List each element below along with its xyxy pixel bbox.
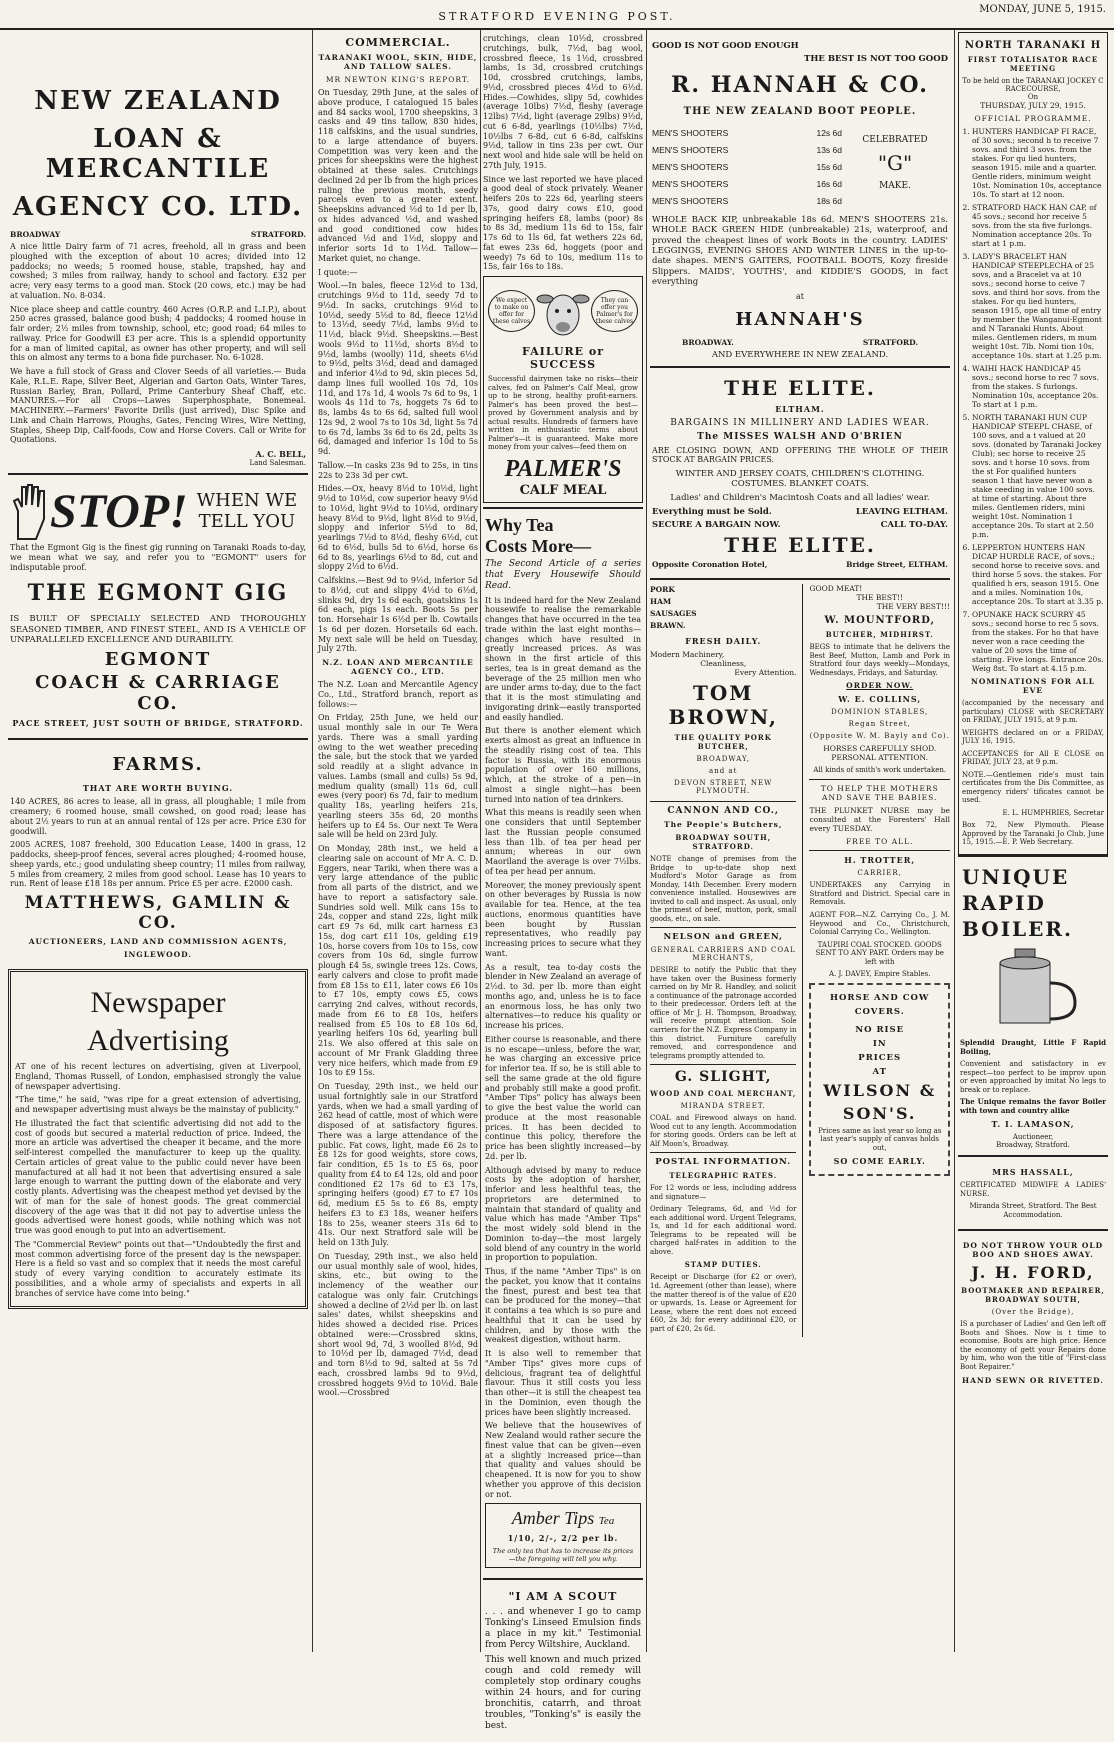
must-be-sold: Everything must be Sold. bbox=[652, 507, 772, 518]
held-on: To be held on the TARANAKI JOCKEY C RACECOURSE, bbox=[962, 77, 1104, 93]
nominations: NOMINATIONS FOR ALL EVE bbox=[970, 677, 1096, 695]
scout-ad bbox=[483, 1578, 643, 1742]
stamp-paragraph: Receipt or Discharge (for £2 or over), 1d. Agreement (other than lease), where the matter thereof is of the value of £20 or upwards, 1s. Lease or Agreement for Lease, where the rent does not exceed £60, 2s 3d; for every additional £20, or part of £20, 2s 6d. bbox=[650, 1273, 797, 1333]
lower-left bbox=[650, 584, 796, 1337]
box-address: Box 72, New Plymouth. Please Approved by the Taranaki Jo Club, June 15, 1915.—E. P. Web Secretary. bbox=[962, 821, 1104, 847]
nz-paragraph: Nice place sheep and cattle country. 460 Acres (O.R.P. and L.I.P.), about 250 acres grassed, balance good bush; 4 paddocks; 4 roomed house in fair order; 2½ miles from township, school, etc; good road; 64 miles to railway. Price for Goodwill £3 per acre. This is a splendid opportunity for a man of limited capital, as owner has other property, and will sell this on almost any terms to a bona fide purchaser. No. 6-1028. bbox=[10, 304, 306, 363]
broadway: BROADWAY. bbox=[682, 337, 734, 347]
trotter-title: H. TROTTER, bbox=[844, 855, 916, 866]
shoe-price: 12s 6d bbox=[816, 128, 842, 138]
elite-title: THE ELITE. bbox=[724, 375, 876, 400]
commercial-paragraph: Since we last reported we have placed a good deal of stock privately. Weaner heifers 20s to 22s 6d, yearling steers 37s, good dairy cows £10, good springing heifers £8, lambs (poor) 8s to 8s 3d, medium 11s 6d to 15s, fair 17s 6d to 1ls 6d, fat wethers 22s 6d, fat ewes 23s 6d, hoggets (poor and weedy) 7s 6d to 10s, medium 11s to 15s, fair 16s to 18s. bbox=[483, 174, 643, 272]
no-rise: NO RISE bbox=[855, 1024, 905, 1035]
nz-signature-title: Land Salesman. bbox=[249, 459, 306, 467]
at-word-2: AT bbox=[872, 1066, 887, 1077]
macintosh: Ladies' and Children's Macintosh Coats and all ladies' wear. bbox=[670, 493, 930, 504]
carrier: CARRIER, bbox=[857, 869, 902, 878]
list-item bbox=[652, 145, 842, 155]
list-item bbox=[652, 162, 842, 172]
commercial-paragraph: I quote:— bbox=[318, 267, 358, 277]
np-paragraph: "The time," he said, "was ripe for a great extension of advertising, and newspaper advertising must always be the mainstay of publicity." bbox=[15, 1095, 301, 1115]
splendid: Splendid Draught, Little F Rapid Boiling, bbox=[960, 1037, 1106, 1056]
ford-bridge: (Over the Bridge), bbox=[991, 1308, 1075, 1317]
hannah-subtitle: THE NEW ZEALAND BOOT PEOPLE. bbox=[683, 106, 917, 117]
list-item: 5. NORTH TARANAKI HUN CUP HANDICAP STEEPL CHASE, of 100 sovs, and a t valued at 20 sovs. (donated by Taranaki Jockey Club); sec horse to receive 25 sovs. and t horse 10 sovs. from the st For qualified hunters season 1 that have never won a stake ceeding in value 100 sovs. at time of starting. About thre miles. Gentlemen riders, mini weight 10st. Nomination 1 acceptance 20s. To start at 2.50 p.m. bbox=[972, 413, 1104, 539]
ham: HAM bbox=[650, 597, 672, 607]
prices: PRICES bbox=[858, 1052, 902, 1063]
race-date: THURSDAY, JULY 29, 1915. bbox=[980, 101, 1086, 110]
coach-title-1: EGMONT bbox=[104, 649, 212, 671]
acceptances: ACCEPTANCES for All E CLOSE on FRIDAY, JULY 23, at 9 p.m. bbox=[962, 749, 1104, 767]
newspaper-advertising-article bbox=[8, 969, 308, 1309]
nz-paragraph: A nice little Dairy farm of 71 acres, freehold, all in grass and been ploughed with the exception of about 10 acres; divided into 12 paddocks; no weeds; 5 roomed house, stable, trapshed, hay and cowshed; 3 miles from railway, handy to school and factory. £32 per acre; very easy terms to a good man. Stock (20 cows, etc.) may be had at valuation. No. 8-034. bbox=[10, 242, 306, 300]
sons-title: SON'S. bbox=[842, 1103, 917, 1123]
coach-title-2: COACH & CARRIAGE CO. bbox=[35, 672, 281, 715]
column-2 bbox=[318, 32, 478, 1650]
nz-broadway: BROADWAY bbox=[10, 230, 61, 239]
tom-sub: THE QUALITY PORK BUTCHER, bbox=[674, 733, 772, 752]
palmers-ad bbox=[483, 276, 643, 503]
shooters-list bbox=[652, 121, 842, 213]
palmer-badge-right: They can offer you Palmer's for these calves bbox=[591, 290, 638, 332]
nz-paragraph: We have a full stock of Grass and Clover Seeds of all varieties.— Buda Kale, R.L.E. Rape, Silver Beet, Algerian and Garton Oats, Winter Tares, Russian Barley, Bran, Pollard, Prime Canterbury Sheaf Chaff, etc. MANURES.—For all Crops—Lawes Superphosphate, Bonemeal. MACHINERY.—Farmers' Favorite Drills (just arrived), Disc Spike and Link and Chain Harrows, Ploughs, Gates, Fencing Wires, Wire Netting, Staples, Sheep Dip, Calf-foods, Cow and Horse Covers. Call or Write for Quotations. bbox=[10, 367, 306, 445]
hassall: MRS HASSALL, bbox=[992, 1167, 1074, 1178]
order-now: ORDER NOW. bbox=[846, 681, 914, 691]
shoe-name: MEN'S SHOOTERS bbox=[652, 145, 729, 155]
horse-cow: HORSE AND COW bbox=[829, 992, 930, 1003]
g-mark: "G" bbox=[877, 151, 913, 175]
farms-paragraph: 140 ACRES, 86 acres to lease, all in grass, all ploughable; 1 mile from creamery; 6 roomed house, small cowshed, on good road; lease has about 2½ years to run at an annual rental of 12s per acre. Price £30 for goodwill. bbox=[10, 797, 306, 836]
tea-paragraph: As a result, tea to-day costs the blender in New Zealand an average of 2½d. to 3d. per lb. more than eight months ago, and, unless he is to face an enormous loss, he has only two alternatives—to reduce his quality or increase his prices. bbox=[485, 962, 641, 1031]
shoe-price: 15s 6d bbox=[816, 162, 842, 172]
hannah-paragraph: WHOLE BACK KIP, unbreakable 18s 6d. MEN'S SHOOTERS 21s. WHOLE BACK GREEN HIDE (unbreakable) 21s, waterproof, and proved the cheapest lines of work Boots in the country. LADIES' LEGGINGS, EVENING SHOES AND WINTER LINES in the up-to-date shapes. MEN'S GAITERS, FOOTBALL BOOTS, Kozy fireside Slippers. MAIDS', YOUTHS', and KIDDIE'S GOODS, in fact everything bbox=[652, 215, 948, 288]
very-best: THE VERY BEST!!! bbox=[876, 602, 950, 612]
nz-title-2: LOAN & MERCANTILE bbox=[45, 124, 271, 184]
every-attention: Every Attention. bbox=[734, 668, 797, 678]
commercial-paragraph: Calfskins.—Best 9d to 9½d, inferior 5d to 8½d, cut and slippy 4½d to 6½d, slinks 9d, dry 1s 6d each, goatskins 1s 6d each, pigs 1s each. Boots 5s per ton. Horsehair 1s 6½d per lb. Cowtails 1s 6d per dozen. Horsetails 6d each. My next sale will be held on Tuesday, July 27th. bbox=[318, 576, 478, 654]
tea-paragraph: Although advised by many to reduce costs by the adoption of harsher, inferior and less healthful teas, the proprietors are determined to maintain that standard of quality and value which has made "Amber Tips" the most widely sold blend in the Dominion to-day—the most largely sold blend of any country in the world in proportion to population. bbox=[485, 1165, 641, 1263]
auctioneer: Auctioneer, bbox=[1012, 1133, 1054, 1142]
postal-paragraph: Ordinary Telegrams, 6d, and ½d for each additional word. Urgent Telegrams, 1s, and 1d for each additional word. Telegrams to be repeated will be charged half-rates in addition to the above. bbox=[650, 1205, 797, 1256]
list-item: 6. LEPPERTON HUNTERS HAN DICAP HURDLE RACE, of sovs.; second horse to receive sovs. and third horse 5 sovs. the stakes. For qualified h ers, season 1915. One and a miles. Nomination 10s, acceptance 20s. To start at 3.35 p. bbox=[972, 543, 1104, 606]
tom-brown-title: TOM BROWN, bbox=[668, 681, 778, 730]
nz-stratford: STRATFORD. bbox=[250, 230, 306, 239]
cannon-title: CANNON AND CO., bbox=[667, 806, 780, 817]
boiler: BOILER. bbox=[962, 916, 1073, 941]
lower-right bbox=[809, 584, 950, 1337]
column-5 bbox=[958, 32, 1108, 1650]
tom-brown-ad bbox=[650, 584, 796, 632]
remains: The Unique remains the favor Boiler with town and country alike bbox=[960, 1097, 1106, 1115]
commercial-paragraph: The N.Z. Loan and Mercantile Agency Co., Ltd., Stratford branch, report as follows:— bbox=[318, 680, 478, 709]
page-header bbox=[0, 0, 1114, 30]
nelson-title: NELSON and GREEN, bbox=[663, 932, 784, 943]
unique: UNIQUE bbox=[962, 864, 1070, 889]
slight-sub: WOOD AND COAL MERCHANT, bbox=[650, 1089, 797, 1099]
nt-title: NORTH TARANAKI H bbox=[964, 40, 1102, 51]
lower-ads bbox=[650, 578, 950, 1341]
make: MAKE. bbox=[879, 181, 911, 191]
amber-price: 1/10, 2/-, 2/2 per lb. bbox=[507, 1533, 619, 1544]
commercial-subtitle: TARANAKI WOOL, SKIN, HIDE, AND TALLOW SALES. bbox=[318, 53, 478, 71]
commercial-paragraph: On Monday, 28th inst., we held a clearing sale on account of Mr A. C. D. Eggers, near Tariki, when there was a very large attendance of the public from all parts of the district, and we have to report a satisfactory sale. Sundries sold well. Milk cans 15s to 24s, copper and stand 22s, light milk cart £9 7s 6d, milk cart harness £3 15s, dog cart £11 10s, gelding £19 10s, horse covers from 10s to 15s, cow covers from 10s 6d, single furrow plough £4 5s, swingle trees 12s. Cows, early calvers and close to profit made from £8 15s to £11, later cows £6 10s to £7 10s, empty cows £5, cows carrying 2nd calves, without records, made from £6 to £8 10s, heifers realised from £5 10s to £8 10s 6d, yearling heifers 10s 6d, yearling bull 21s. We also offered at this sale on account of Mr Frank Gladding three very nice heifers, which made from £9 10s to £9 15s. bbox=[318, 844, 478, 1078]
why-tea-title-1: Why Tea bbox=[485, 514, 554, 535]
stratford: STRATFORD. bbox=[862, 337, 918, 347]
scout-title: "I AM A SCOUT bbox=[508, 1590, 618, 1604]
amber-tips-ad bbox=[485, 1503, 641, 1568]
agent: AGENT FOR—N.Z. Carrying Co., J. M. Heywood and Co., Christchurch, Colonial Carrying Co., Wellington. bbox=[809, 910, 950, 937]
brawn: BRAWN. bbox=[650, 621, 686, 631]
collins-sub: DOMINION STABLES, bbox=[831, 708, 929, 717]
sausages: SAUSAGES bbox=[650, 609, 697, 619]
farms-title: FARMS. bbox=[112, 754, 204, 776]
bargains: BARGAINS IN MILLINERY AND LADIES WEAR. bbox=[670, 417, 930, 428]
calf-icon bbox=[535, 281, 591, 341]
column-rule bbox=[646, 30, 647, 1652]
broadway-stratford: Broadway, Stratford. bbox=[996, 1141, 1070, 1150]
hassall-ad bbox=[958, 1155, 1108, 1229]
same-price: Prices same as last year so long as last year's supply of canvas holds out, bbox=[818, 1126, 942, 1152]
ford-ad bbox=[958, 1229, 1108, 1394]
tea-paragraph: It is also well to remember that "Amber Tips" gives more cups of delicious, fragrant tea of delightful flavour. Thus it still costs you less than other—it is still the cheapest tea in the Dominion, even though the prices have been slightly increased. bbox=[485, 1349, 641, 1417]
cleanliness: Cleanliness, bbox=[700, 659, 747, 669]
list-item: 4. WAIHI HACK HANDICAP 45 sovs.; second horse to rec 7 sovs. from the stakes. S furlongs. Nomination 10s, acceptance 20s. To start at 1 p.m. bbox=[972, 364, 1104, 409]
certificated: CERTIFICATED MIDWIFE A LADIES' NURSE. bbox=[960, 1181, 1106, 1198]
farms-subtitle: THAT ARE WORTH BUYING. bbox=[82, 783, 234, 794]
column-rule bbox=[954, 30, 955, 1652]
nz-signature: A. C. BELL, bbox=[255, 449, 306, 459]
amber-tea: Tea bbox=[598, 1515, 615, 1528]
the-best: THE BEST!! bbox=[856, 593, 903, 603]
scout-paragraph: This well known and much prized cough and cold remedy will completely stop ordinary coughs within 24 hours, and for curing bronchitis, catarrh, and throat troubles, "Tonking's" is easily the best. bbox=[485, 1655, 641, 1732]
slight-paragraph: COAL and Firewood always on hand. Wood cut to any length. Accommodation for storing goods. Orders can be left at Alf Moon's, Broadway. bbox=[650, 1114, 797, 1148]
elite-town: ELTHAM. bbox=[775, 403, 825, 414]
commercial-paragraph: Hides.—Ox, heavy 8½d to 10½d, light 9½d to 10½d, cow superior heavy 9½d to 10½d, light 9½d to 10½d, ordinary heavy 8½d to 9½d, light 8½d to 9½d, sloppy and inferior 5½d to 8d, yearlings 7½d to 8½d, fleshy 6½d, cut 6d to 6½d, bulls 5d to 6½d, horse 6s 6d to 8s, yearlings 6½d to 8d, cut and sloppy 2½d to 6½d. bbox=[318, 484, 478, 572]
stop-ad bbox=[8, 473, 308, 738]
column-3 bbox=[483, 32, 643, 1732]
modern: Modern Machinery, bbox=[650, 650, 725, 660]
calf-meal: CALF MEAL bbox=[519, 482, 607, 498]
nz-loan-ad bbox=[8, 32, 308, 473]
tea-paragraph: But there is another element which exerts almost as great an influence in the steadily rising cost of tea. This factor is Russia, with its enormous population of over 160 millions, which, at the stroke of a pen—in almost a single night—has been turned into nation of tea drinkers. bbox=[485, 726, 641, 804]
humphries: E. L. HUMPHRIES, Secretar bbox=[1002, 808, 1104, 817]
palmer-badge-left: We expect to make on offer for these calves bbox=[488, 290, 535, 332]
commercial-paragraph: On Tuesday, 29th inst., we held our usual fortnightly sale in our Stratford yards, when we had a small yarding of 262 head of cattle, most of which were disposed of at satisfactory figures. There was a large attendance of the public. Fat cows, light, made £6 2s to £8 12s for good weights, store cows, fair condition, £5 1s to £5 6s, poor quality from £4 to £4 12s, old and poor conditioned £2 17s 6d to £3 17s, springing heifers (good) £7 to £7 10s 6d, medium £5 5s to £6 8s, empty heifers £3 to £3 18s, weaner heifers 18s to 25s, weaner steers 31s 6d to 41s. Our next Stratford sale will be held on 13th July. bbox=[318, 1082, 478, 1247]
slight-street: MIRANDA STREET. bbox=[680, 1102, 766, 1111]
closing: ARE CLOSING DOWN, AND OFFERING THE WHOLE OF THEIR STOCK AT BARGAIN PRICES. bbox=[652, 445, 948, 465]
list-item bbox=[652, 179, 842, 189]
do-not-throw: DO NOT THROW YOUR OLD BOO AND SHOES AWAY. bbox=[962, 1241, 1104, 1260]
hannah-title: R. HANNAH & CO. bbox=[671, 72, 929, 98]
taupiri: TAUPIRI COAL STOCKED. GOODS SENT TO ANY PART. Orders may be left with bbox=[815, 940, 944, 966]
at-word: at bbox=[796, 291, 804, 301]
tea-paragraph: Moreover, the money previously spent on other beverages by Russia is now available for tea. Hence, at the tea auctions, enormous quantities have been bought by Russian representatives, who readily pay increasing prices to secure what they want. bbox=[485, 880, 641, 958]
ford-paragraph: IS a purchaser of Ladies' and Gen left off Boots and Shoes. Now is t time to economise. Boots are high price. Hence the economy of gett your Repairs done by him, who won the title of "First-class Boot Repairer." bbox=[960, 1320, 1106, 1371]
good-meat: GOOD MEAT! bbox=[809, 584, 863, 594]
tom-broadway: BROADWAY, bbox=[696, 755, 750, 764]
palmer-paragraph: Successful dairymen take no risks—their calves, fed on Palmer's Calf Meal, grow up to be strong, healthy profit-earners. Palmer's has been proved the best—proved by Government analysis and by actual results. Hundreds of farmers have written in enthusiastic terms about Palmer's—it is guaranteed. Make more money from your calves—feed them on bbox=[488, 375, 638, 452]
nz-title-3: AGENCY CO. LTD. bbox=[12, 192, 304, 222]
nz-loan-report-title: N.Z. LOAN AND MERCANTILE AGENCY CO., LTD. bbox=[322, 658, 474, 676]
nz-title-1: NEW ZEALAND bbox=[34, 86, 282, 116]
free-to-all: FREE TO ALL. bbox=[845, 837, 914, 847]
best-not-too-good: THE BEST IS NOT TOO GOOD bbox=[804, 54, 948, 64]
on-word: On bbox=[1027, 93, 1039, 101]
column-1 bbox=[8, 32, 308, 1650]
good-not-enough: GOOD IS NOT GOOD ENOUGH bbox=[652, 41, 799, 51]
failure-success: FAILURE or SUCCESS bbox=[521, 345, 605, 371]
ford-sub: BOOTMAKER AND REPAIRER, BROADWAY SOUTH, bbox=[961, 1286, 1105, 1305]
tea-paragraph: What this means is readily seen when one considers that until September last the Russian people consumed less than 1lb. of tea per head per annum; whereas in our own Maoriland the average is over 7½lbs. of tea per head per annum. bbox=[485, 808, 641, 876]
np-paragraph: The "Commercial Review" points out that—"Undoubtedly the first and most common advertising force of the present day is the newspaper. Here is a field so vast and so complex that it needs the most careful study of every varying condition to accurately estimate its possibilities, and a whole army of specialists and experts in all branches of service have come into being." bbox=[15, 1239, 301, 1298]
leaving-eltham: LEAVING ELTHAM. bbox=[855, 507, 948, 518]
plunket: THE PLUNKET NURSE may be consulted at the Foresters' Hall every TUESDAY. bbox=[809, 805, 950, 834]
mountford-paragraph: BEGS to intimate that he delivers the Best Beef, Mutton, Lamb and Pork in Stratford four days weekly—Mondays, Wednesdays, Fridays, and Saturday. bbox=[809, 643, 950, 677]
shoe-name: MEN'S SHOOTERS bbox=[652, 179, 729, 189]
why-tea-subtitle: The Second Article of a series that Every Housewife Should Read. bbox=[485, 558, 641, 591]
shoe-price: 16s 6d bbox=[816, 179, 842, 189]
commercial-paragraph: Tallow.—In casks 23s 9d to 25s, in tins 22s to 23s 3d per cwt. bbox=[318, 460, 478, 480]
davey: A. J. DAVEY, Empire Stables. bbox=[828, 970, 931, 979]
mountford-sub: BUTCHER, MIDHIRST. bbox=[825, 630, 934, 640]
lamason: T. I. LAMASON, bbox=[991, 1119, 1075, 1130]
cannon-paragraph: NOTE change of premises from the Bridge to up-to-date shop next Mudford's Motor Garage as from Monday, 14th December. Every modern convenience installed. Housewives are invited to call and inspect. As usual, only the primest of beef, mutton, pork, small goods, etc., on sale. bbox=[650, 855, 797, 923]
hand-icon bbox=[10, 481, 50, 541]
collins-title: W. E. COLLINS, bbox=[838, 694, 922, 705]
postal-title: POSTAL INFORMATION. bbox=[655, 1157, 792, 1168]
column-rule bbox=[480, 30, 481, 1652]
hannahs-title: HANNAH'S bbox=[735, 308, 865, 330]
shoe-price: 13s 6d bbox=[816, 145, 842, 155]
palmers-logo: PALMER'S bbox=[504, 455, 622, 482]
tea-paragraph: We believe that the housewives of New Zealand would rather secure the finest value that can be given—even at a slightly increased price—than that quality and values should be cheapened. It is now for you to show whether you approve of this decision or not. bbox=[485, 1421, 641, 1499]
np-title-1: Newspaper bbox=[90, 986, 226, 1020]
tea-paragraph: It is indeed hard for the New Zealand housewife to realise the remarkable changes that have occurred in the tea trade within the last eight months—changes which have resulted in greatly increased prices. As was shown in the first article of this series, tea is in great demand as the beverage of the 25 million men who are under arms to-day, due to the fact that it is the most stimulating and invigorating drink—easily transported and easily handled. bbox=[485, 595, 641, 722]
ford-title: J. H. FORD, bbox=[971, 1263, 1095, 1283]
matthews-town: INGLEWOOD. bbox=[123, 950, 193, 960]
list-item: 2. STRATFORD HACK HAN CAP, of 45 sovs.; second hor receive 5 sovs. from the sta five furlongs. Nomination acceptance 20s. To start at 1 p.m. bbox=[972, 203, 1104, 248]
boiler-icon bbox=[960, 943, 1100, 1033]
rapid: RAPID bbox=[962, 890, 1046, 915]
column-rule bbox=[312, 30, 313, 1652]
wilson-title: WILSON & bbox=[823, 1080, 937, 1100]
commercial-title: COMMERCIAL. bbox=[345, 36, 451, 49]
collins-opp: (Opposite W. M. Bayly and Co). bbox=[809, 732, 950, 741]
stop-line-a: WHEN WE bbox=[196, 490, 298, 511]
shoe-name: MEN'S SHOOTERS bbox=[652, 128, 729, 138]
postal-paragraph: For 12 words or less, including address and signature— bbox=[650, 1184, 797, 1201]
column-4 bbox=[650, 32, 950, 1650]
weights: WEIGHTS declared on or a FRIDAY, JULY 16, 1915. bbox=[962, 728, 1104, 746]
commercial-paragraph: On Tuesday, 29th inst., we also held our usual monthly sale of wool, hides, skins, etc., but owing to the inclemency of the weather our catalogue was only fair. Crutchings showed a decline of 2½d per lb. on last sales' dates, whilst sheepskins and hides showed a decided rise. Prices obtained were:—Crossbred skins, short wool 9d, 7d, 3 woolled 8½d, 9d to 10½d per lb, damaged 7½d, dead and torn 8½d to 9d, salted at 5s 7d each, crossbred lambs 9d to 9½d, crossbred hoggets 9½d to 10½d. Bale wool.—Crossbred bbox=[318, 1251, 478, 1398]
first-totalisator: FIRST TOTALISATOR RACE MEETING bbox=[967, 55, 1099, 73]
celebrated: CELEBRATED bbox=[862, 135, 928, 145]
stop-headline: STOP! bbox=[50, 484, 188, 538]
issue-date: MONDAY, JUNE 5, 1915. bbox=[979, 4, 1106, 15]
unique-boiler-ad bbox=[958, 855, 1108, 1155]
list-item: 3. LADY'S BRACELET HAN HANDICAP STEEPLECHA of 25 sovs, and a Bracelet va at 10 sovs.; second horse to ceive 7 sovs. and third hor sovs. from the stakes. For qu lied hunters, season 1915, ope all time of entry by member the Wanganui-Egmont and N Taranaki Hunts. About miles. Gentlemen riders, m mum weight 10st. 7lb. Nomi tion 10s, acceptance 10s. start at 1.25 p.m. bbox=[972, 252, 1104, 360]
np-paragraph: AT one of his recent lectures on advertising, given at Liverpool, England, Thomas Russell, of London, emphasised strongly the value of newspaper advertising. bbox=[15, 1062, 301, 1091]
masthead: STRATFORD EVENING POST. bbox=[438, 10, 676, 23]
hand-sewn: HAND SEWN OR RIVETTED. bbox=[961, 1375, 1104, 1385]
amber-tips-logo: Amber Tips bbox=[511, 1508, 595, 1529]
shoe-name: MEN'S SHOOTERS bbox=[652, 196, 729, 206]
nominations-paragraph: (accompanied by the necessary and particulars) CLOSE with SECRETARY on FRIDAY, JULY 1915, at 9 p.m. bbox=[962, 699, 1104, 725]
hannah-ad bbox=[650, 32, 950, 366]
wilson-ad bbox=[809, 983, 950, 1177]
farms-paragraph: 2005 ACRES, 1087 freehold, 300 Education Lease, 1400 in grass, 12 paddocks, sheep-proof fences, several acres ploughed; 4-roomed house, sheep yards, etc.; good undulating sheep country; 11 miles from railway, 5 miles from creamery, 2 miles from good school. Lease has 10 years to run. Rent of lease £18 18s per annum. Price £5 per acre. £2000 cash. bbox=[10, 840, 306, 889]
commercial-paragraph: On Friday, 25th June, we held our usual monthly sale in our Te Wera yards. There was a small yarding owing to the wet weather preceding the sale, but the stock that we yarded sold readily at a slight advance in values. Lambs (small and culls) 5s 9d, medium quality (small) 11s 6d, cull ewes (very poor) 6s 7d, fair to medium quality 18s, yearling heifers 21s, yearling steers 35s 6d, 20 months heifers up to £4 5s. Our next Te Wera sale will be held on 23rd July. bbox=[318, 713, 478, 840]
convenient: Convenient and satisfactory in ev respect—too perfect to be improv upon or even approached by imitat No legs to break or to replace. bbox=[960, 1060, 1106, 1094]
cannon-sub: The People's Butchers, bbox=[664, 820, 783, 830]
fresh-daily: FRESH DAILY. bbox=[685, 636, 762, 647]
elite-title-2: THE ELITE. bbox=[724, 533, 876, 558]
gig-paragraph: IS BUILT OF SPECIALLY SELECTED AND THOROUGHLY SEASONED TIMBER, AND FINEST STEEL, AND IS A VEHICLE OF UNPARALLELED EXCELLENCE AND DURABILITY. bbox=[10, 614, 306, 645]
stop-line-b: TELL YOU bbox=[198, 511, 296, 532]
pork: PORK bbox=[650, 585, 675, 595]
telegraphic: TELEGRAPHIC RATES. bbox=[669, 1171, 778, 1181]
nelson-sub: GENERAL CARRIERS AND COAL MERCHANTS, bbox=[650, 946, 796, 963]
slight-title: G. SLIGHT, bbox=[674, 1069, 772, 1086]
commercial-paragraph: crutchings, clean 10½d, crossbred crutchings, bulk, 7½d, bag wool, crossbred fleece, 1s 1½d, crossbred lambs, 1s 3d, crossbred crutchings 10d, crossbred crutchings, lambs, 9½d, crossbred pieces 4½d to 6½d. Hides.—Cowhides, slipy 5d, cowhides (average 10lbs) 7½d, fleshy (average 12lbs) 7½d, light (average 29lbs) 9½d, cut 6 6-8d, yearlings (10½lbs) 7½d, 10½lbs 7 6-8d, cut 6 6-8d, calfskins 9½d, tallow in tins 23s per cwt. Our next wool and hide sale will be held on 27th July, 1915. bbox=[483, 34, 643, 170]
opp-coronation: Opposite Coronation Hotel, bbox=[652, 560, 768, 570]
np-title-2: Advertising bbox=[87, 1024, 229, 1058]
tea-paragraph: Either course is reasonable, and there is no escape—unless, before the war, he was charging an excessive price for inferior tea. If so, he is still able to sell the same grade at the old figure and probably still make a good profit. "Amber Tips" policy has always been to give the best value the world can produce at the most reasonable prices. It has been decided to continue this policy, therefore the price has been slightly increased—by 2d. per lb. bbox=[485, 1034, 641, 1161]
secure-bargain: SECURE A BARGAIN NOW. bbox=[652, 520, 781, 531]
list-item: 1. HUNTERS HANDICAP FI RACE, of 30 sovs.; second h to receive 7 sovs. and third 3 sovs. from the stakes. For qu lied hunters, season 1915. mile and a quarter. Gentle riders, minimum weight 10st. Nomination 10s, acceptance 10s. To start at 12 noon. bbox=[972, 127, 1104, 199]
farms-ad bbox=[8, 738, 308, 969]
shoe-price: 18s 6d bbox=[816, 196, 842, 206]
coach-address: PACE STREET, JUST SOUTH OF BRIDGE, STRATFORD. bbox=[12, 718, 304, 729]
miranda: Miranda Street, Stratford. The Best Accommodation. bbox=[969, 1202, 1097, 1219]
elite-ad bbox=[650, 366, 950, 579]
list-item bbox=[652, 196, 842, 206]
official-programme: OFFICIAL PROGRAMME. bbox=[974, 114, 1092, 123]
everywhere: AND EVERYWHERE IN NEW ZEALAND. bbox=[711, 349, 889, 360]
nelson-paragraph: DESIRE to notify the Public that they have taken over the Business formerly carried on by Mr R. Handley, and solicit a continuance of the patronage accorded to their predecessor. Orders left at the office of Mr J. H. Thompson, Broadway, will receive prompt attention. Sole carriers for the N.Z. Express Company in this district. Furniture carefully removed, and correspondence and telegrams promptly attended to. bbox=[650, 966, 797, 1060]
tea-paragraph: Thus, if the name "Amber Tips" is on the packet, you know that it contains the finest, purest and best tea that can be produced for the money—that it contains a tea which is so pure and healthful that it can be used by children, and by those with the weakest digestion, without harm. bbox=[485, 1267, 641, 1345]
amber-note: The only tea that has to increase its prices—the foregoing will tell you why. bbox=[492, 1547, 634, 1564]
gig-title: THE EGMONT GIG bbox=[27, 580, 289, 607]
matthews-subtitle: AUCTIONEERS, LAND AND COMMISSION AGENTS, bbox=[28, 937, 288, 947]
note: NOTE.—Gentlemen ride's must tain certificates from the Dis Committee, as emergency riders' tificates cannot be used. bbox=[962, 770, 1104, 805]
trotter-paragraph: UNDERTAKES any Carrying in Stratford and District. Special care in Removals. bbox=[809, 881, 950, 907]
come-early: SO COME EARLY. bbox=[833, 1156, 926, 1167]
horses-shod: HORSES CAREFULLY SHOD. PERSONAL ATTENTION. bbox=[823, 744, 937, 763]
collins-street: Regan Street, bbox=[848, 720, 911, 729]
commercial-paragraph: On Tuesday, 29th June, at the sales of above produce, I catalogued 15 bales and 84 sacks wool, 1700 sheepskins, 3 casks and 49 tins tallow, 830 hides, 118 calfskins, and the usual sundries, to a large attendance of buyers. Competition was very keen and the prices for sheepskins were the highest obtained at these sales. Crutchings declined 2d per lb from the high prices ruling the previous month, seedy parcels even to a greater extent. Sheepskins advanced ½d to 1d per lb, ox hides advanced ½d, and washed and good conditioned cow hides advanced ½d and 1½d, sloppy and inferior sorts 1d to 1½d. Tallow—Market quiet, no change. bbox=[318, 88, 478, 263]
race-list bbox=[962, 127, 1104, 673]
elite-items: WINTER AND JERSEY COATS, CHILDREN'S CLOTHING. COSTUMES. BLANKET COATS. bbox=[675, 469, 925, 490]
stop-paragraph: That the Egmont Gig is the finest gig running on Taranaki Roads to-day, we mean what we say, and refer you to "EGMONT" users for indisputable proof. bbox=[10, 543, 306, 572]
commercial-paragraph: Wool.—In bales, fleece 12½d to 13d, crutchings 9½d to 11d, seedy 7d to 9½d. In sacks, crutchings 9½d to 10½d, seedy 5½d to 8d, fleece 12½d to 13½d, seedy 7½d, lambs 9½d to 11½d, black 9½d. Sheepskins.—Best wools 9½d to 11½d, shorts 8½d to 9½d, lambs (woolly) 11d, sheets 6½d to 9½d, pelts 3½d, dead and damaged and inferior 4½d to 9d, skin pieces 5d, damp lines full woolled 10s 7d, 10s 11d, and 17s 1d, 4 wools 7s 6d to 9s, 1 wools 4s 11d to 7s, hoggets 7s 6d to 8s, lambs 4s to 6s 6d, salted full wool 12s 9d, 2 wool 7s to 10s 3d, light 5s 7d to 6s 7d, lambs 3s 6d to 6s 2d, pelts 3s 6d, damaged and inferior 1s 10d to 5s 9d. bbox=[318, 281, 478, 456]
race-meeting-ad bbox=[958, 32, 1108, 855]
covers: COVERS. bbox=[854, 1006, 905, 1017]
misses: The MISSES WALSH AND O'BRIEN bbox=[697, 431, 903, 442]
stamp-title: STAMP DUTIES. bbox=[684, 1260, 762, 1270]
call-today: CALL TO-DAY. bbox=[880, 520, 948, 531]
help-mothers: TO HELP THE MOTHERS AND SAVE THE BABIES. bbox=[820, 783, 939, 802]
cannon-address: BROADWAY SOUTH, STRATFORD. bbox=[675, 833, 772, 852]
scout-paragraph: . . . and whenever I go to camp Tonking's Linseed Emulsion finds a place in my kit." Testimonial from Percy Wiltshire, Auckland. bbox=[485, 1607, 641, 1651]
smith-work: All kinds of smith's work undertaken. bbox=[813, 766, 947, 775]
matthews-title: MATTHEWS, GAMLIN & CO. bbox=[24, 893, 292, 934]
list-item: 7. OPUNAKE HACK SCURRY 45 sovs.; second horse to rec 5 sovs. from the stakes. For ho that have never won a race ceeding the value of 20 sovs the time of starting. Five longs. Entrance 20s. Weig 8st. To start at 4.15 p.m. bbox=[972, 610, 1104, 673]
tea-article bbox=[483, 507, 643, 1579]
devon-street: DEVON STREET, NEW PLYMOUTH. bbox=[674, 779, 773, 796]
shoe-name: MEN'S SHOOTERS bbox=[652, 162, 729, 172]
in-word: IN bbox=[872, 1038, 887, 1049]
bridge-street: Bridge Street, ELTHAM. bbox=[846, 560, 948, 570]
mountford-title: W. MOUNTFORD, bbox=[824, 615, 936, 627]
and-at: and at bbox=[709, 767, 738, 776]
list-item bbox=[652, 128, 842, 138]
why-tea-title-2: Costs More— bbox=[485, 535, 592, 556]
np-paragraph: He illustrated the fact that scientific advertising did not add to the cost of goods but secured a material reduction of price. Indeed, the more an article was advertised the cheaper it became, and the more self-interest compelled the manufacturer to keep up the quality. Certain articles of great value to the public could never have been manufactured at all had it not been that advertising ensured a sale large enough to warrant the putting down of the elaborate and very costly plants. Advertising was the cheapest method yet devised by the wit of man for the sale of honest goods. The great commercial discovery of the age was that it did not pay to advertise unless the goods advertised were honest goods, while nothing which was not true was good enough to put into an advertisement. bbox=[15, 1118, 301, 1236]
newton-king-report: MR NEWTON KING'S REPORT. bbox=[325, 75, 471, 84]
